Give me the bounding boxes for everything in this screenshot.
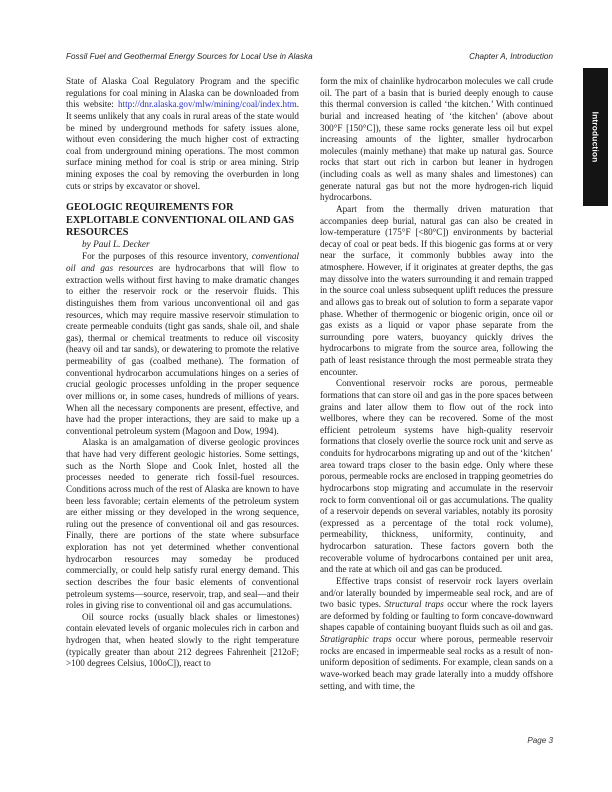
page-footer xyxy=(66,736,553,745)
paragraph-crude-oil-kitchen: form the mix of chainlike hydrocarbon molecules we call crude oil. The part of a basin that is buried deeply enough to cause this thermal conversion is called ‘the kitchen.’ With continued burial and increased heating of ‘the kitchen’ (above about 300°F [150°C]), these same rocks generate less oil but expel increasing amounts of the lighter, smaller hydrocarbon molecules (mainly methane) that make up natural gas. Source rocks that start out rich in carbon but leaner in hydrogen (including coals as well as many shales and limestones) can generate natural gas but not the more hydrogen-rich liquid hydrocarbons. xyxy=(320,76,553,203)
body-columns xyxy=(66,76,553,721)
paragraph-text-c: occur where porous, permeable reservoir rocks are encased in impermeable seal rocks as a result of non-uniform deposition of sediments. For example, clean sands on a wave-worked beach may grade laterally into a muddy offshore setting, and with time, the xyxy=(320,634,553,691)
left-column xyxy=(66,76,299,721)
page-number: Page 3 xyxy=(527,736,553,745)
paragraph-text-post: . It seems unlikely that any coals in rural areas of the state would be mined by underground methods for safety issues alone, without even considering the much higher cost of extracting coal from underground mining operations. The most common surface mining method for coal is strip or area mining. Strip mining exposes the coal by removing the overburden in long cuts or strips by excavator or shovel. xyxy=(66,99,299,191)
paragraph-alaska-provinces: Alaska is an amalgamation of diverse geologic provinces that have had very different geologic histories. Some settings, such as the North Slope and Cook Inlet, hosted all the processes needed to generate rich fossil-fuel resources. Conditions across much of the rest of Alaska are known to have been less favorable; certain elements of the petroleum system are either missing or they developed in the wrong sequence, ruling out the presence of conventional oil and gas resources. Finally, there are portions of the state where subsurface exploration has not yet determined whether conventional hydrocarbon resources may someday be produced commercially, or could help satisfy rural energy demand. This section describes the four basic elements of conventional petroleum systems—source, reservoir, trap, and seal—and their roles in giving rise to conventional oil and gas accumulations. xyxy=(66,437,299,611)
section-byline: by Paul L. Decker xyxy=(82,240,150,251)
chapter-thumb-tab[interactable] xyxy=(583,68,608,206)
running-header xyxy=(66,52,553,61)
paragraph-text-a: For the purposes of this resource inventory, xyxy=(82,251,252,262)
emphasis-conventional-resources: conventional oil and gas resources xyxy=(66,251,299,274)
paragraph-reservoir-rocks: Conventional reservoir rocks are porous, permeable formations that can store oil and gas in the pore spaces between grains and later allow them to flow out of the rock into wellbores, where they can be recovered. Some of the most efficient petroleum systems have high-quality reservoir formations that closely overlie the source rock unit and serve as conduits for hydrocarbons migrating up and out of the ‘kitchen’ area toward traps closer to the basin edge. Only where these porous, permeable rocks are enclosed in trapping geometries do hydrocarbons stop migrating and accumulate in the reservoir rock to form conventional oil or gas accumulations. The quality of a reservoir depends on several variables, notably its porosity (expressed as a percentage of the total rock volume), permeability, thickness, uniformity, continuity, and hydrocarbon saturation. These factors govern both the recoverable volume of hydrocarbons contained per unit area, and the rate at which oil and gas can be produced. xyxy=(320,378,553,575)
paragraph-biogenic-gas: Apart from the thermally driven maturation that accompanies deep burial, natural gas can also be created in low-temperature (175°F [<80°C]) environments by bacterial decay of coal or peat beds. If this biogenic gas forms at or very near the surface, it commonly bubbles away into the atmosphere. However, if it originates at greater depths, the gas may dissolve into the waters surrounding it and remain trapped in the source coal unless subsequent uplift reduces the pressure and allows gas to break out of solution to form a separate vapor phase. Whether of thermogenic or biogenic origin, once oil or gas exists as a liquid or vapor phase separate from the surrounding pore waters, buoyancy quickly drives the hydrocarbons to migrate from the source area, following the path of least resistance through the most permeable strata they encounter. xyxy=(320,203,553,377)
paragraph-text-b: occur where the rock layers are deformed by folding or faulting to form concave-downward shapes capable of containing buoyant fluids such as oil and gas. xyxy=(320,599,553,633)
emphasis-structural-traps: Structural traps xyxy=(384,599,444,610)
emphasis-stratigraphic-traps: Stratigraphic traps xyxy=(320,634,392,644)
running-header-title: Fossil Fuel and Geothermal Energy Sources for Local Use in Alaska xyxy=(66,52,313,61)
paragraph-effective-traps xyxy=(320,576,553,692)
paragraph-oil-source-rocks: Oil source rocks (usually black shales or limestones) contain elevated levels of organic molecules rich in carbon and hydrogen that, when heated slowly to the right temperature (typically greater than about 212 degrees Fahrenheit [212oF; >100 degrees Celsius, 100oC]), react to xyxy=(66,611,299,669)
paragraph-coal-regulations xyxy=(66,76,299,192)
right-column xyxy=(320,76,553,721)
paragraph-conventional-definition xyxy=(66,251,299,437)
running-header-chapter: Chapter A, Introduction xyxy=(469,52,553,61)
paragraph-text-pre: State of Alaska Coal Regulatory Program and the specific regulations for coal mining in Alaska can be downloaded from this website: xyxy=(66,76,299,110)
chapter-thumb-tab-label: Introduction xyxy=(590,111,601,163)
paragraph-text-b: are hydrocarbons that will flow to extraction wells without first having to make dramatic changes to either the reservoir rock or the reservoir fluids. This distinguishes them from various unconventional oil and gas resources, which may require massive reservoir stimulation to create permeable conduits (tight gas sands, shale oil, and shale gas), thermal or chemical treatments to reduce oil viscosity (heavy oil and tar sands), or dewatering to promote the relative permeability of gas (coalbed methane). The formation of conventional hydrocarbon accumulations hinges on a series of crucial geologic processes unfolding in the proper sequence over millions or, in some cases, hundreds of millions of years. When all the necessary components are present, effective, and have had the proper interactions, they are said to make up a conventional petroleum system (Magoon and Dow, 1994). xyxy=(66,263,299,436)
section-heading-geologic-requirements: GEOLOGIC REQUIREMENTS FOR EXPLOITABLE CONVENTIONAL OIL AND GAS RESOURCES xyxy=(66,202,295,239)
coal-regulations-link[interactable]: http://dnr.alaska.gov/mlw/mining/coal/index.htm xyxy=(118,99,297,110)
paragraph-text-a: Effective traps consist of reservoir rock layers overlain and/or laterally bounded by impermeable seal rock, and are of two basic types. xyxy=(320,575,553,610)
